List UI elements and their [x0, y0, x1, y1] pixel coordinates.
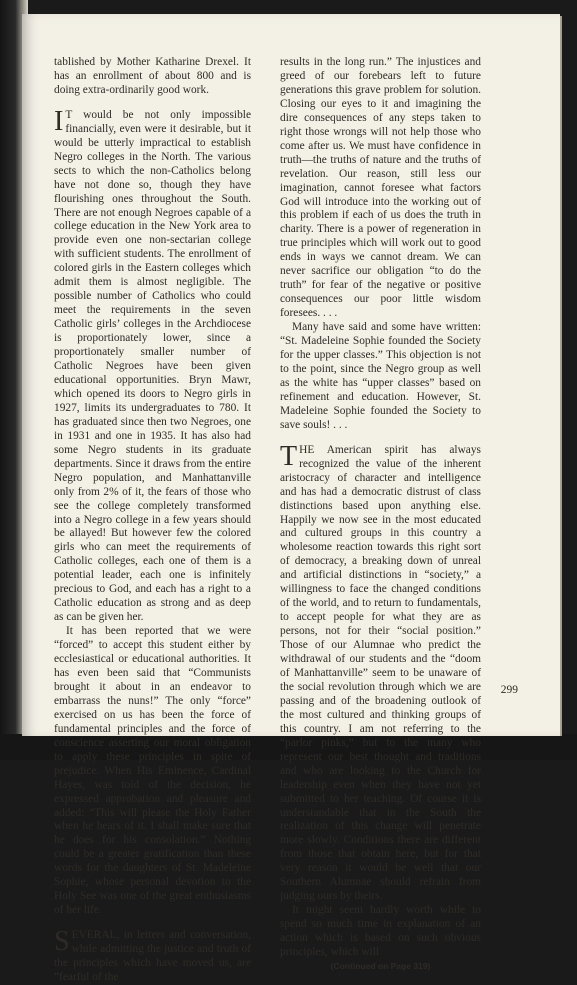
paragraph-with-dropcap: [54, 105, 251, 625]
paragraph-text: T would be not only impossible financially, even were it desirable, but it would be utterly impractical to establish Negro colleges in the North. The various sects to which the non-Catholics belong have not done so, though they have flourishing ones throughout the South. There are not enough Negroes capable of a college education in the New York area to provide even one non-sectarian college with sufficient students. The enrollment of colored girls in the Eastern colleges which admit them is almost negligible. The possible number of Catholics who could meet the requirements in the seven Catholic girls’ colleges in the Archdiocese is proportionately lower, since a proportionately smaller number of Catholic Negroes have been given educational opportunities. Bryn Mawr, which opened its doors to Negro girls in 1927, limits its undergraduates to 780. It has graduated since then two Negroes, one in 1931 and one in 1935. It has also had some Negro students in its graduate departments. Since it draws from the entire Negro population, and Manhattanville only from 2% of it, the fears of those who see the college completely transformed into a Negro college in a few years should be allayed! But however few the colored girls who can meet the requirements of Catholic colleges, each one of them is a potential leader, each one is infinitely precious to God, and each has a right to a Catholic education as strong and as deep as can be given her.: [54, 108, 251, 624]
drop-cap: T: [280, 440, 298, 472]
right-column: [280, 56, 481, 974]
paragraph-text: HE American spirit has always recognized the value of the inherent aristocracy of character and intelligence and has had a democratic distrust of class distinctions based upon anything else. Happily we now see in the most educated and cultured groups in this country a wholesome reaction towards this right sort of democracy, a breaking down of unreal and artificial distinctions in “society,” a willingness to face the changed conditions of the world, and to return to fundamentals, to accept people for what they are as persons, not for their “social position.” Those of our Alumnae who predict the withdrawal of our students and the “doom of Manhattanville” seem to be unaware of the social revolution through which we are passing and of the broadening outlook of the most cultured and thinking groups of this country. I am not referring to the “parlor pinks,” but to the many who represent our best thought and traditions and who are looking to the Church for leadership even when they have not yet submitted to her teaching. Of course it is understandable that in the South the realization of this change will penetrate more slowly. Conditions there are different from those that obtain here, but for that very reason it would be well that our Southern Alumnae should refrain from judging ours by theirs.: [280, 443, 481, 903]
continued-note: (Continued on Page 319): [330, 961, 431, 971]
left-column: [54, 56, 251, 985]
paragraph: Many have said and some have written: “St. Madeleine Sophie founded the Society for the upper classes.” This objection is not to the point, since the Negro group as well as the white has “upper classes” based on refinement and education. However, St. Madeleine Sophie founded the Society to save souls! . . .: [280, 321, 481, 431]
paragraph: It might seem hardly worth while to spend so much time in explanation of an action which is based on such obvious principles, which will: [280, 904, 481, 959]
paragraph-text: EVERAL, in letters and conversation, while admitting the justice and truth of the principles which have moved us, are “fearful of the: [54, 929, 251, 983]
paragraph-with-dropcap: [280, 440, 481, 904]
drop-cap: S: [54, 926, 70, 958]
paragraph: tablished by Mother Katharine Drexel. It has an enrollment of about 800 and is doing extra-ordinarily good work.: [54, 56, 251, 96]
paragraph: results in the long run.” The injustices and greed of our forebears left to future generations this grave problem for solution. Closing our eyes to it and imagining the dire consequences of any steps taken to right those wrongs will not help those who come after us. We must have confidence in truth—the truths of nature and the truths of revelation. Our reason, still less our imagination, cannot foresee what factors God will introduce into the working out of this problem if each of us does the truth in charity. There is a power of regeneration in true principles which will work out to good ends in ways we cannot dream. We can never sacrifice our obligation “to do the truth” for fear of the negative or positive consequences our poor little wisdom foresees. . . .: [280, 56, 481, 320]
drop-cap: I: [54, 105, 64, 137]
page-number: 299: [500, 684, 518, 696]
paragraph: It has been reported that we were “forced” to accept this student either by ecclesiastical or educational authorities. It has even been said that “Communists brought it about in an endeavor to embarrass the nuns!” The only “force” exercised on us has been the force of fundamental principles and the force of conscience asserting our moral obligation to apply these principles in spite of prejudice. When His Eminence, Cardinal Hayes, was told of the decision, he expressed approbation and pleasure and added: “This will please the Holy Father when he hears of it. I shall make sure that he does for his consolation.” Nothing could be a greater gratification than these words for the daughters of St. Madeleine Sophie, whose personal devotion to the Holy See was one of the great enthusiasms of her life.: [54, 625, 251, 917]
paragraph-with-dropcap: [54, 926, 251, 985]
